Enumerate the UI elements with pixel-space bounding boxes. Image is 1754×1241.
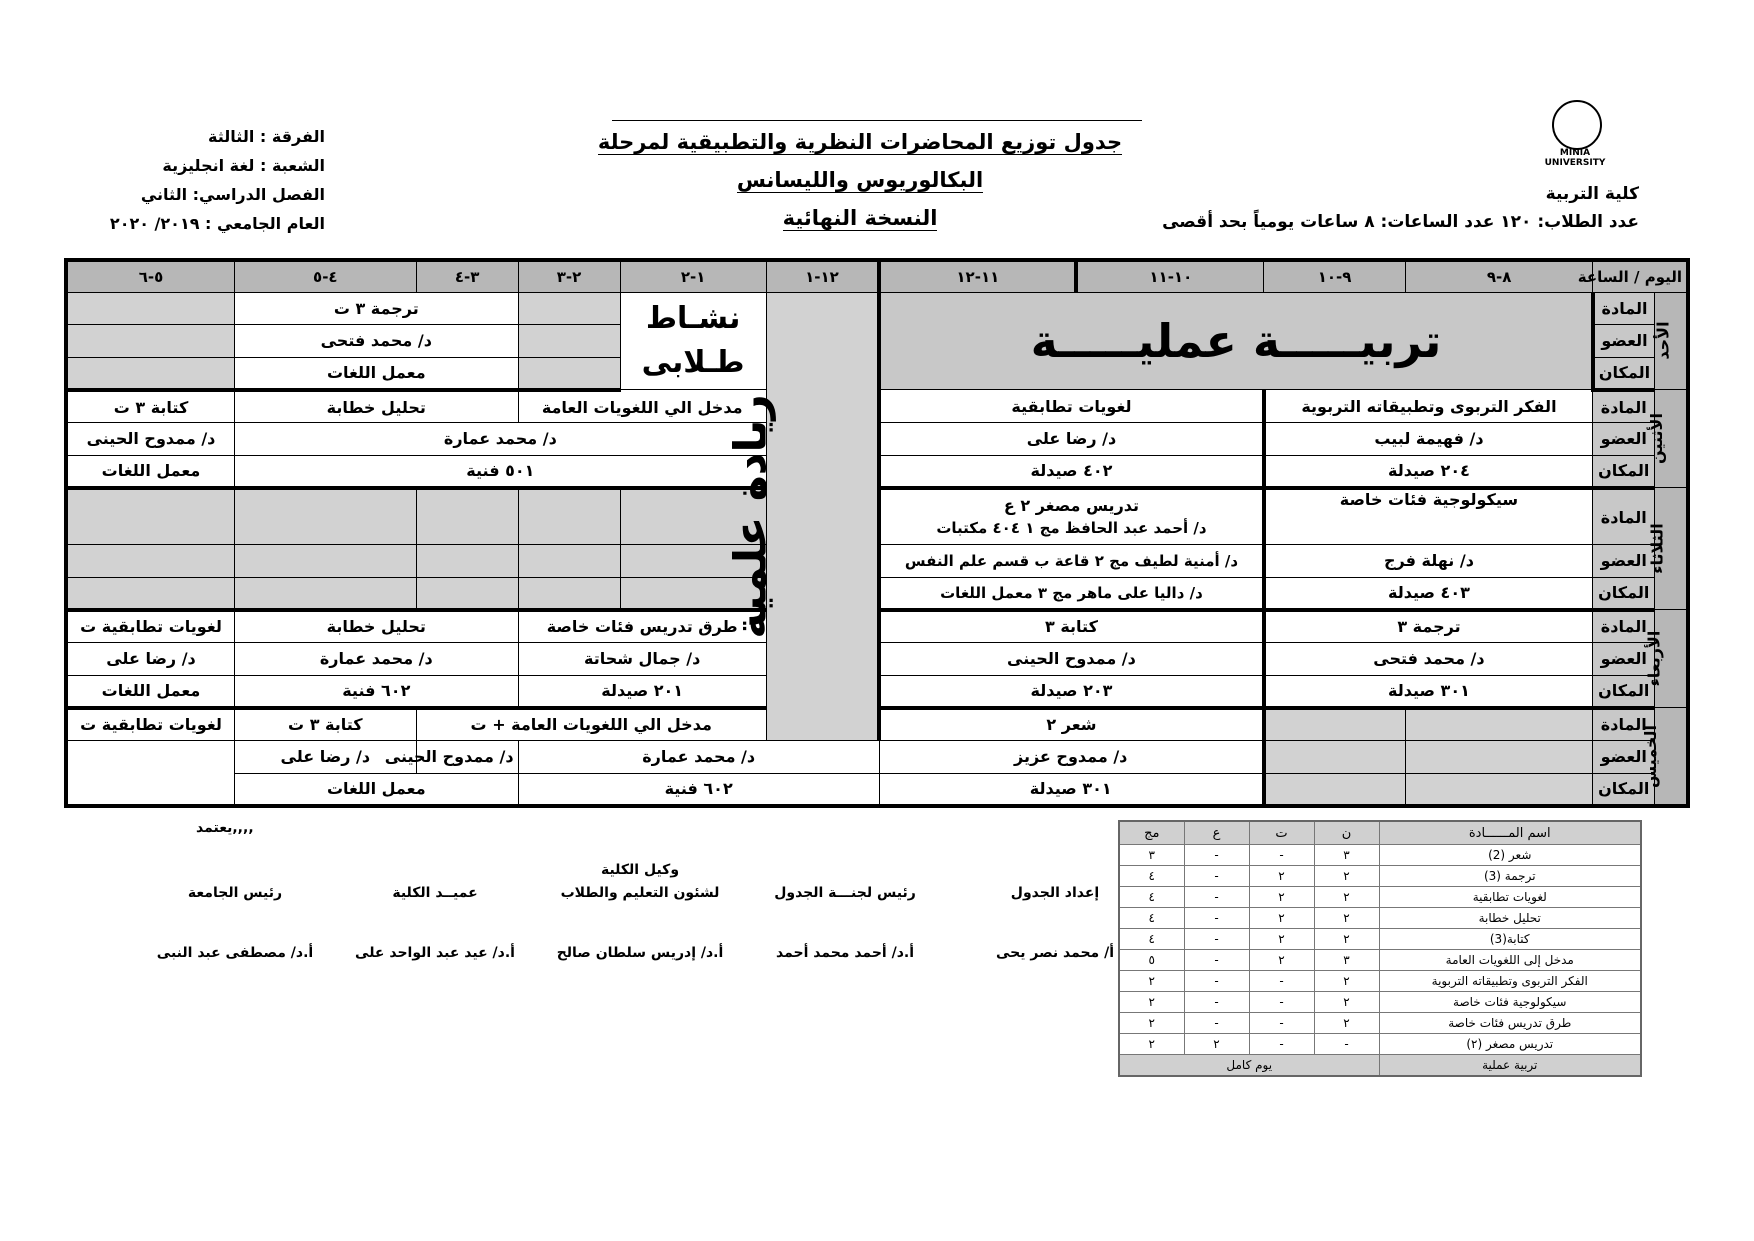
cell-tutorial: - [1249, 845, 1314, 866]
cell-tutorial: - [1249, 1034, 1314, 1055]
thu-subject-1: شعر ٢ [879, 708, 1263, 741]
thu-member-row [66, 741, 1688, 774]
tue-subject-1: سيكولوجية فئات خاصة [1264, 488, 1593, 545]
cell-total: ٢ [1119, 992, 1184, 1013]
thu-subject-4: لغويات تطابقية ت [66, 708, 234, 741]
cell-total: ٥ [1119, 950, 1184, 971]
wed-subject-4: تحليل خطابة [234, 610, 518, 643]
wed-subject-1: ترجمة ٣ [1264, 610, 1593, 643]
course-summary-table [1118, 820, 1642, 1077]
academic-year: العام الجامعي : ٢٠١٩/ ٢٠٢٠ [109, 214, 325, 233]
mon-member-34: د/ محمد عمارة [234, 423, 766, 456]
label-subject: المادة [1593, 488, 1655, 545]
summary-row [1119, 887, 1641, 908]
cell-practical: - [1184, 866, 1249, 887]
empty-cell [234, 488, 416, 545]
tue-group-2: د/ أمنية لطيف مج ٢ قاعة ب قسم علم النفس [879, 545, 1263, 578]
label-place: المكان [1593, 773, 1655, 806]
mon-subject-3: مدخل الي اللغويات العامة [518, 390, 766, 423]
mon-place-5: معمل اللغات [66, 455, 234, 488]
cell-practical: - [1184, 929, 1249, 950]
header-practical: ع [1184, 821, 1249, 845]
cell-practical: - [1184, 971, 1249, 992]
cell-total: ٢ [1119, 1034, 1184, 1055]
sun-member: د/ محمد فتحى [234, 325, 518, 358]
empty-cell [234, 577, 416, 610]
cell-practical: ٢ [1184, 1034, 1249, 1055]
cell-course-name: كتابة(3) [1379, 929, 1641, 950]
summary-row [1119, 971, 1641, 992]
office-hours: ريادة علمية [766, 292, 879, 741]
cell-course-name: ترجمة (3) [1379, 866, 1641, 887]
wed-member-1: د/ محمد فتحى [1264, 643, 1593, 676]
cell-practical: - [1184, 887, 1249, 908]
prepared-by-title: إعداد الجدول [1010, 885, 1100, 901]
day-time-header: اليوم / الساعة [1593, 260, 1688, 292]
wed-subject-3: طرق تدريس فئات خاصة [518, 610, 766, 643]
label-member: العضو [1593, 325, 1655, 358]
tue-group-1: د/ أحمد عبد الحافظ مج ١ ٤٠٤ مكتبات [936, 519, 1207, 537]
empty-cell [518, 292, 620, 325]
empty-cell [416, 545, 518, 578]
time-header-row [66, 260, 1688, 292]
thu-subject-3: كتابة ٣ ت [234, 708, 416, 741]
cell-full-day: يوم كامل [1119, 1055, 1379, 1077]
wed-place-2: ٢٠٣ صيدلة [879, 675, 1263, 708]
header-total: مج [1119, 821, 1184, 845]
logo-text: MINIA UNIVERSITY [1544, 148, 1606, 168]
mon-place-34: ٥٠١ فنية [234, 455, 766, 488]
summary-header-row [1119, 821, 1641, 845]
cell-lecture: ٣ [1314, 845, 1379, 866]
empty-cell [66, 488, 234, 545]
wed-member-5: د/ رضا على [66, 643, 234, 676]
tue-group-3: د/ داليا على ماهر مج ٣ معمل اللغات [879, 577, 1263, 610]
cell-practical: - [1184, 950, 1249, 971]
summary-row [1119, 992, 1641, 1013]
time-5-6: ٥-٦ [66, 260, 234, 292]
mon-subject-2: لغويات تطابقية [879, 390, 1263, 423]
time-12-1: ١٢-١ [766, 260, 879, 292]
thu-place-1: ٣٠١ صيدلة [879, 773, 1263, 806]
sun-student-activity: نشـاط طـلابى [620, 292, 766, 390]
label-member: العضو [1593, 423, 1655, 456]
empty-cell [518, 577, 620, 610]
cell-tutorial: - [1249, 1013, 1314, 1034]
empty-cell [66, 545, 234, 578]
committee-head-title: رئيس لجنـــة الجدول [774, 885, 916, 901]
thu-place-row [66, 773, 1688, 806]
mon-subject-5: كتابة ٣ ت [66, 390, 234, 423]
summary-row [1119, 1013, 1641, 1034]
label-place: المكان [1593, 577, 1655, 610]
empty-cell [1264, 741, 1406, 774]
sun-practical-training: تربيـــــة عمليـــــة [879, 292, 1592, 390]
time-10-11: ١٠-١١ [1076, 260, 1263, 292]
label-place: المكان [1593, 455, 1655, 488]
empty-cell [518, 325, 620, 358]
wed-place-1: ٣٠١ صيدلة [1264, 675, 1593, 708]
committee-head-name: أ.د/ أحمد محمد أحمد [776, 945, 914, 961]
mon-member-5: د/ ممدوح الحينى [66, 423, 234, 456]
label-subject: المادة [1593, 390, 1655, 423]
empty-cell [234, 545, 416, 578]
wed-place-4: ٦٠٢ فنية [234, 675, 518, 708]
empty-cell [66, 292, 234, 325]
wed-place-3: ٢٠١ صيدلة [518, 675, 766, 708]
time-8-9: ٨-٩ [1405, 260, 1592, 292]
label-member: العضو [1593, 643, 1655, 676]
empty-cell [416, 488, 518, 545]
vice-dean-title: وكيل الكلية [600, 862, 680, 878]
cell-total: ٤ [1119, 866, 1184, 887]
day-tuesday: الثلاثاء [1655, 488, 1688, 610]
cell-course-name: لغويات تطابقية [1379, 887, 1641, 908]
wed-place-5: معمل اللغات [66, 675, 234, 708]
cell-tutorial: ٢ [1249, 908, 1314, 929]
empty-cell [518, 545, 620, 578]
cell-tutorial: ٢ [1249, 929, 1314, 950]
title-line1: جدول توزيع المحاضرات النظرية والتطبيقية لمرحلة [597, 130, 1123, 154]
cell-course-name: سيكولوجية فئات خاصة [1379, 992, 1641, 1013]
summary-row [1119, 929, 1641, 950]
cell-tutorial: - [1249, 992, 1314, 1013]
time-2-3: ٢-٣ [518, 260, 620, 292]
mon-subject-4: تحليل خطابة [234, 390, 518, 423]
cell-course-name: تحليل خطابة [1379, 908, 1641, 929]
cell-tutorial: ٢ [1249, 950, 1314, 971]
university-president-title: رئيس الجامعة [187, 885, 283, 901]
thu-member-1: د/ ممدوح عزيز [879, 741, 1263, 774]
time-4-5: ٤-٥ [234, 260, 416, 292]
thu-member-2: د/ محمد عمارة [518, 741, 879, 774]
college-name: كلية التربية [1545, 184, 1639, 204]
wed-member-3: د/ جمال شحاتة [518, 643, 766, 676]
division: الشعبة : لغة انجليزية [162, 156, 325, 175]
cell-total: ٤ [1119, 908, 1184, 929]
dean-title: عميــد الكلية [392, 885, 478, 901]
cell-lecture: ٢ [1314, 992, 1379, 1013]
summary-row [1119, 845, 1641, 866]
summary-row [1119, 908, 1641, 929]
approved-label: يعتمد,,,, [196, 820, 254, 836]
cell-lecture: ٢ [1314, 929, 1379, 950]
cell-practical: - [1184, 908, 1249, 929]
cell-tutorial: - [1249, 971, 1314, 992]
thu-place-2: ٦٠٢ فنية [518, 773, 879, 806]
sun-place: معمل اللغات [234, 357, 518, 390]
label-member: العضو [1593, 545, 1655, 578]
tue-microteaching [879, 488, 1263, 545]
time-1-2: ١-٢ [620, 260, 766, 292]
thu-member-3: د/ ممدوح الحينى [416, 741, 518, 774]
cell-tutorial: ٢ [1249, 866, 1314, 887]
cell-lecture: ٣ [1314, 950, 1379, 971]
wed-subject-5: لغويات تطابقية ت [66, 610, 234, 643]
semester: الفصل الدراسي: الثاني [140, 185, 325, 204]
mon-place-1: ٢٠٤ صيدلة [1264, 455, 1593, 488]
thu-member-4: د/ رضا على [234, 741, 416, 774]
title-line3: النسخة النهائية [782, 206, 938, 230]
cell-practical: - [1184, 992, 1249, 1013]
students-hours: عدد الطلاب: ١٢٠ عدد الساعات: ٨ ساعات يومياً بحد أقصى [1162, 212, 1639, 232]
label-member: العضو [1593, 741, 1655, 774]
thu-subject-2: مدخل الي اللغويات العامة + ت [416, 708, 766, 741]
summary-row-practical-training [1119, 1055, 1641, 1077]
thu-place-34: معمل اللغات [234, 773, 518, 806]
vice-dean-name: أ.د/ إدريس سلطان صالح [556, 945, 724, 961]
empty-cell [66, 325, 234, 358]
cell-total: ٢ [1119, 1013, 1184, 1034]
label-subject: المادة [1593, 610, 1655, 643]
cell-practical: - [1184, 845, 1249, 866]
tue-place-1: ٤٠٣ صيدلة [1264, 577, 1593, 610]
program-info [95, 122, 325, 238]
mon-member-1: د/ فهيمة لبيب [1264, 423, 1593, 456]
header-tutorial: ت [1249, 821, 1314, 845]
empty-cell [1405, 708, 1592, 741]
day-thursday: الخميس [1655, 708, 1688, 806]
cell-course-name: شعر (2) [1379, 845, 1641, 866]
day-wednesday: الأربعاء [1655, 610, 1688, 708]
cell-total: ٣ [1119, 845, 1184, 866]
title-rule [612, 120, 1142, 121]
empty-cell [66, 357, 234, 390]
sun-subject-row [66, 292, 1688, 325]
time-3-4: ٣-٤ [416, 260, 518, 292]
mon-place-2: ٤٠٢ صيدلة [879, 455, 1263, 488]
cell-lecture: ٢ [1314, 866, 1379, 887]
empty-cell [1264, 773, 1406, 806]
cell-lecture: ٢ [1314, 1013, 1379, 1034]
empty-cell [518, 357, 620, 390]
summary-row [1119, 950, 1641, 971]
cell-lecture: ٢ [1314, 908, 1379, 929]
mon-member-2: د/ رضا على [879, 423, 1263, 456]
cell-course-name: تربية عملية [1379, 1055, 1641, 1077]
empty-cell [1264, 708, 1406, 741]
label-place: المكان [1593, 357, 1655, 390]
wed-member-4: د/ محمد عمارة [234, 643, 518, 676]
empty-cell [518, 488, 620, 545]
header-course-name: اسم المــــــادة [1379, 821, 1641, 845]
header-lecture: ن [1314, 821, 1379, 845]
cell-total: ٤ [1119, 887, 1184, 908]
cell-course-name: طرق تدريس فئات خاصة [1379, 1013, 1641, 1034]
university-president-name: أ.د/ مصطفى عبد النبى [156, 945, 314, 961]
cell-course-name: تدريس مصغر (٢) [1379, 1034, 1641, 1055]
label-subject: المادة [1593, 708, 1655, 741]
cell-course-name: الفكر التربوى وتطبيقاته التربوية [1379, 971, 1641, 992]
cell-lecture: ٢ [1314, 971, 1379, 992]
summary-row [1119, 1034, 1641, 1055]
label-subject: المادة [1593, 292, 1655, 325]
vice-dean-subtitle: لشئون التعليم والطلاب [560, 885, 720, 901]
cell-practical: - [1184, 1013, 1249, 1034]
empty-cell [66, 577, 234, 610]
empty-cell [1405, 773, 1592, 806]
day-sunday: الأحد [1655, 292, 1688, 390]
time-9-10: ٩-١٠ [1264, 260, 1406, 292]
cell-lecture: - [1314, 1034, 1379, 1055]
tue-member-1: د/ نهلة فرج [1264, 545, 1593, 578]
schedule-table [64, 258, 1690, 808]
college-info [1162, 118, 1639, 236]
year-level: الفرقة : الثالثة [208, 127, 325, 146]
empty-cell [1405, 741, 1592, 774]
cell-lecture: ٢ [1314, 887, 1379, 908]
cell-tutorial: ٢ [1249, 887, 1314, 908]
prepared-by-name: أ/ محمد نصر يحى [995, 945, 1115, 961]
cell-total: ٢ [1119, 971, 1184, 992]
title-line2: البكالوريوس والليسانس [736, 168, 984, 192]
tue-subject-2: تدريس مصغر ٢ ع [1003, 496, 1140, 515]
dean-name: أ.د/ عيد عبد الواحد على [355, 945, 515, 961]
label-place: المكان [1593, 675, 1655, 708]
cell-course-name: مدخل إلى اللغويات العامة [1379, 950, 1641, 971]
time-11-12: ١١-١٢ [879, 260, 1076, 292]
summary-row [1119, 866, 1641, 887]
cell-total: ٤ [1119, 929, 1184, 950]
sun-subject: ترجمة ٣ ت [234, 292, 518, 325]
wed-subject-2: كتابة ٣ [879, 610, 1263, 643]
wed-member-2: د/ ممدوح الحينى [879, 643, 1263, 676]
day-monday: الأثنين [1655, 390, 1688, 488]
mon-subject-1: الفكر التربوى وتطبيقاته التربوية [1264, 390, 1593, 423]
empty-cell [416, 577, 518, 610]
